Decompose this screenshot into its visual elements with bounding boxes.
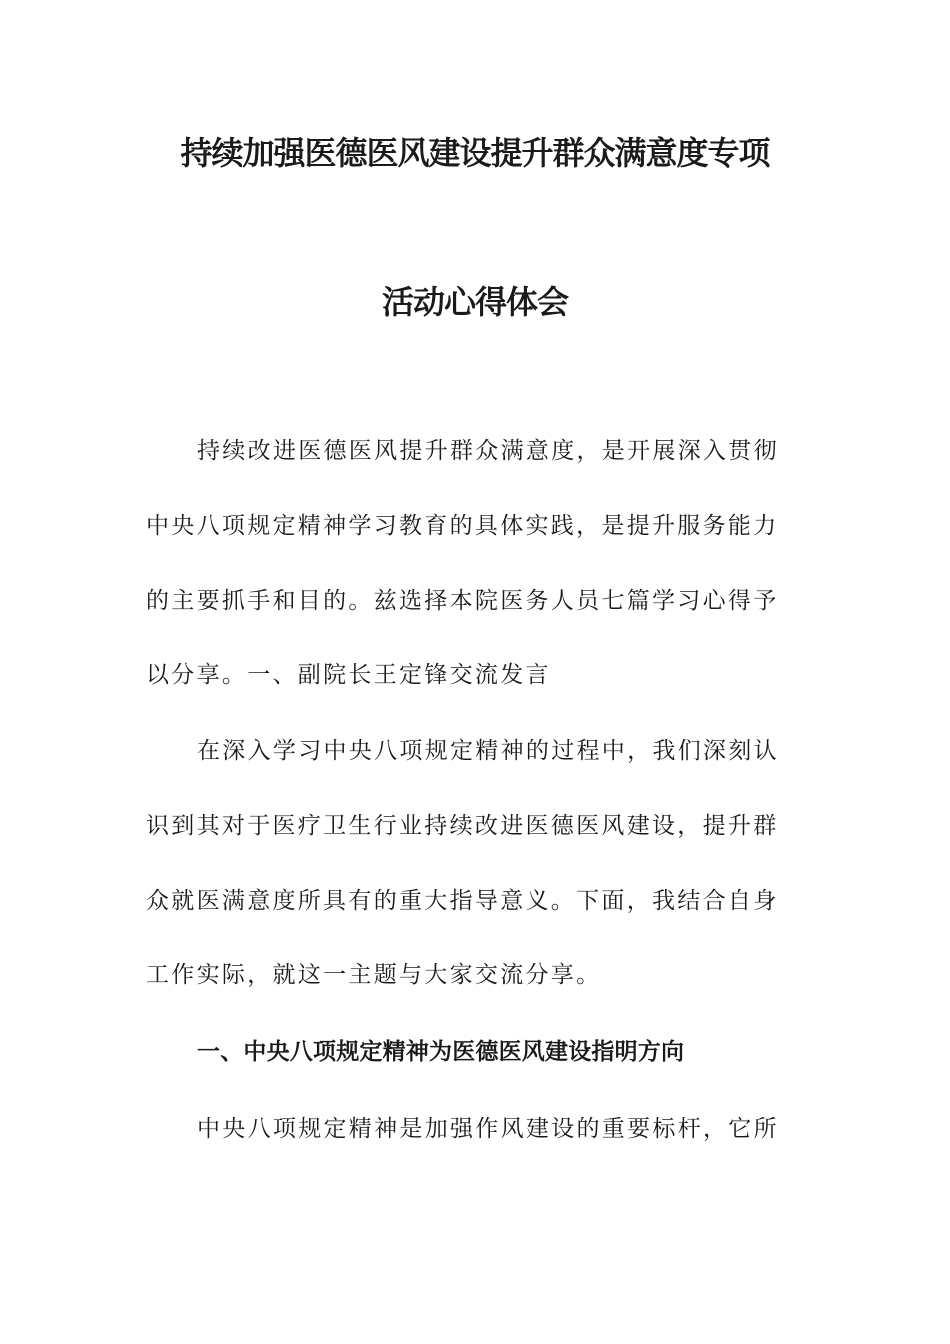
paragraph-3-line-1: 中央八项规定精神是加强作风建设的重要标杆，它所 bbox=[197, 1116, 779, 1142]
paragraph-2-line-2: 识到其对于医疗卫生行业持续改进医德医风建设，提升群 bbox=[146, 813, 779, 839]
document-title-line-2: 活动心得体会 bbox=[381, 283, 568, 321]
paragraph-2-line-4: 工作实际，就这一主题与大家交流分享。 bbox=[146, 962, 602, 988]
paragraph-2-line-1: 在深入学习中央八项规定精神的过程中，我们深刻认 bbox=[197, 738, 779, 764]
paragraph-1-line-1: 持续改进医德医风提升群众满意度，是开展深入贯彻 bbox=[197, 438, 779, 464]
paragraph-1-line-2: 中央八项规定精神学习教育的具体实践，是提升服务能力 bbox=[146, 513, 779, 539]
paragraph-1-line-3: 的主要抓手和目的。兹选择本院医务人员七篇学习心得予 bbox=[146, 588, 779, 614]
document-title-line-1: 持续加强医德医风建设提升群众满意度专项 bbox=[180, 134, 770, 172]
paragraph-2-line-3: 众就医满意度所具有的重大指导意义。下面，我结合自身 bbox=[146, 888, 779, 914]
paragraph-1-line-4: 以分享。一、副院长王定锋交流发言 bbox=[146, 662, 551, 688]
section-heading: 一、中央八项规定精神为医德医风建设指明方向 bbox=[197, 1039, 685, 1065]
